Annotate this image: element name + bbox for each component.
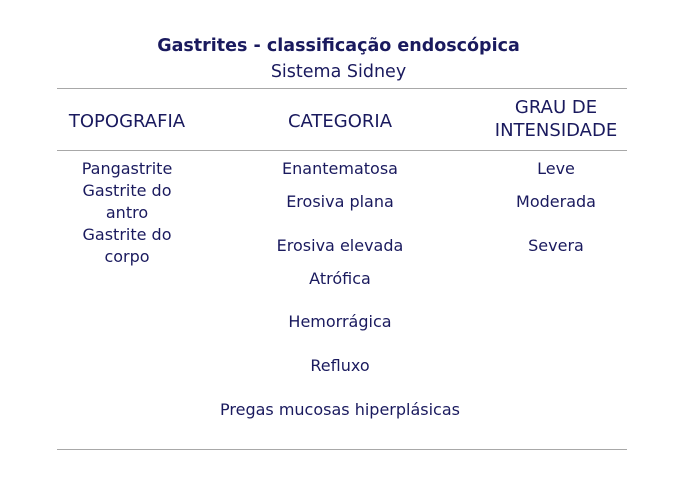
header-grau-de-intensidade bbox=[476, 96, 636, 142]
categoria-item: Atrófica bbox=[309, 269, 371, 288]
categoria-item: Refluxo bbox=[310, 356, 370, 375]
header-topografia: TOPOGRAFIA bbox=[68, 111, 186, 132]
categoria-item: Erosiva elevada bbox=[276, 236, 404, 255]
header-categoria: CATEGORIA bbox=[287, 111, 393, 132]
topografia-item: corpo bbox=[104, 247, 150, 266]
grau-item: Leve bbox=[537, 159, 575, 178]
categoria-item: Enantematosa bbox=[282, 159, 398, 178]
grau-item: Moderada bbox=[516, 192, 596, 211]
categoria-item: Pregas mucosas hiperplásicas bbox=[220, 400, 460, 419]
bottom-divider bbox=[57, 449, 627, 450]
topografia-item: antro bbox=[105, 203, 149, 222]
topografia-item: Pangastrite bbox=[81, 159, 173, 178]
top-divider bbox=[57, 88, 627, 89]
grau-item: Severa bbox=[528, 236, 584, 255]
categoria-item: Hemorrágica bbox=[288, 312, 392, 331]
topografia-item: Gastrite do bbox=[82, 225, 172, 244]
header-grau-line-1: GRAU DE bbox=[514, 97, 598, 118]
slide-subtitle: Sistema Sidney bbox=[270, 62, 407, 82]
topografia-item: Gastrite do bbox=[82, 181, 172, 200]
header-grau-line-2: INTENSIDADE bbox=[494, 120, 618, 141]
header-divider bbox=[57, 150, 627, 151]
categoria-item: Erosiva plana bbox=[286, 192, 394, 211]
slide-title: Gastrites - classificação endoscópica bbox=[157, 36, 520, 56]
